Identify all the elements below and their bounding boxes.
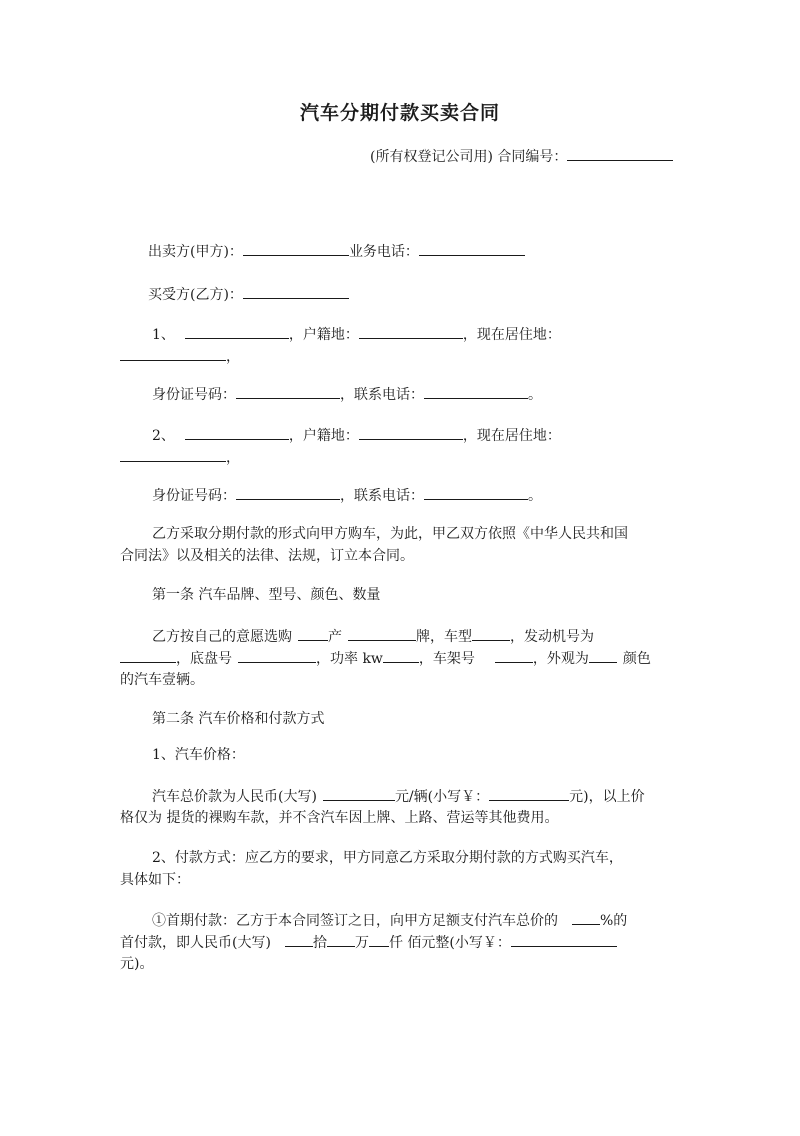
first-payment-p3: 首付款，即人民币(大写) — [120, 935, 271, 951]
party2-id-line — [152, 485, 542, 506]
party1-id-blank — [236, 384, 340, 399]
price-line-2: 格仅为 提货的裸购车款，并不含汽车因上牌、上路、营运等其他费用。 — [120, 810, 559, 826]
payment-line-1: 2、付款方式：应乙方的要求，甲方同意乙方采取分期付款的方式购买汽车， — [152, 850, 623, 866]
first-payment-p1: ①首期付款：乙方于本合同签订之日，向甲方足额支付汽车总价的 — [152, 913, 558, 929]
party1-residence-label: ，现在居住地： — [462, 327, 561, 343]
article1-p8: ，外观为 — [532, 651, 589, 667]
price-heading: 1、汽车价格： — [152, 747, 245, 763]
engine-no-blank — [120, 648, 176, 663]
first-payment-p2: %的 — [600, 913, 628, 929]
article1-p6: ，功率 kw — [316, 651, 383, 667]
party1-phone-blank — [424, 384, 528, 399]
seller-blank — [243, 241, 349, 256]
intro-line-2: 合同法》以及相关的法律、法规，订立本合同。 — [120, 548, 414, 564]
first-payment-p5: 万 — [354, 935, 369, 951]
chassis-no-blank — [238, 648, 316, 663]
party2-name-blank — [185, 425, 289, 440]
party2-residence-blank — [120, 447, 226, 462]
brand-blank — [348, 626, 416, 641]
model-blank — [472, 626, 510, 641]
party1-id-line — [152, 384, 542, 405]
party1-period: 。 — [528, 387, 542, 403]
party1-number: 1、 — [152, 327, 175, 343]
article1-title: 第一条 汽车品牌、型号、颜色、数量 — [152, 587, 381, 603]
party1-name-blank — [185, 324, 289, 339]
article1-p2: 产 — [328, 629, 342, 645]
party1-domicile-label: ，户籍地： — [288, 327, 359, 343]
first-payment-p6: 仟 佰元整(小写￥： — [388, 935, 511, 951]
party2-number: 2、 — [152, 428, 175, 444]
article1-p7: ，车架号 — [418, 651, 475, 667]
article1-line-3: 的汽车壹辆。 — [120, 672, 204, 688]
article1-p3: 牌，车型 — [416, 629, 472, 645]
price-line-1 — [152, 786, 645, 807]
frame-no-blank — [495, 648, 533, 663]
article1-p9: 颜色 — [622, 651, 651, 667]
party1-id-label: 身份证号码： — [152, 387, 236, 403]
price-p3: 元)，以上价 — [569, 789, 645, 805]
shi-blank — [285, 932, 313, 947]
power-blank — [383, 648, 419, 663]
party1-line — [152, 324, 561, 345]
party2-domicile-label: ，户籍地： — [288, 428, 359, 444]
article2-title: 第二条 汽车价格和付款方式 — [152, 711, 325, 727]
party1-residence-blank — [120, 346, 226, 361]
first-payment-line-3: 元)。 — [120, 956, 154, 972]
article1-p1: 乙方按自己的意愿选购 — [152, 629, 292, 645]
price-numeric-blank — [489, 786, 569, 801]
party2-residence-label: ，现在居住地： — [462, 428, 561, 444]
price-p2: 元/辆(小写￥： — [394, 789, 490, 805]
seller-label: 出卖方(甲方)： — [148, 244, 243, 260]
first-payment-numeric-blank — [511, 932, 617, 947]
party1-comma: ， — [226, 349, 240, 365]
party2-id-label: 身份证号码： — [152, 488, 236, 504]
party1-phone-label: ，联系电话： — [340, 387, 424, 403]
party1-residence-line — [120, 346, 240, 367]
party2-phone-label: ，联系电话： — [340, 488, 424, 504]
party2-comma: ， — [226, 450, 240, 466]
payment-line-2: 具体如下： — [120, 872, 190, 888]
color-blank — [589, 648, 617, 663]
party2-period: 。 — [528, 488, 542, 504]
intro-line-1: 乙方采取分期付款的形式向甲方购车，为此，甲乙双方依照《中华人民共和国 — [152, 526, 628, 542]
origin-blank — [298, 626, 328, 641]
article1-line-2 — [120, 648, 651, 669]
qian-blank — [369, 932, 389, 947]
buyer-blank — [243, 284, 349, 299]
document-title: 汽车分期付款买卖合同 — [299, 102, 500, 124]
party2-line — [152, 425, 561, 446]
first-payment-line-1 — [152, 910, 627, 931]
party2-domicile-blank — [359, 425, 463, 440]
party2-id-blank — [236, 485, 340, 500]
first-payment-p4: 拾 — [312, 935, 327, 951]
article1-p5: ，底盘号 — [176, 651, 232, 667]
article1-line-1 — [152, 626, 594, 647]
buyer-line — [148, 284, 349, 305]
buyer-label: 买受方(乙方)： — [148, 287, 243, 303]
price-capital-blank — [323, 786, 395, 801]
seller-line — [148, 241, 525, 262]
wan-blank — [327, 932, 355, 947]
party2-residence-line — [120, 447, 240, 468]
price-p1: 汽车总价款为人民币(大写) — [152, 789, 317, 805]
header-note: (所有权登记公司用) 合同编号： — [370, 149, 568, 165]
business-phone-blank — [419, 241, 525, 256]
party2-phone-blank — [424, 485, 528, 500]
percent-blank — [572, 910, 600, 925]
business-phone-label: 业务电话： — [348, 244, 419, 260]
first-payment-line-2 — [120, 932, 617, 953]
contract-number-blank — [567, 146, 673, 161]
article1-p4: ，发动机号为 — [510, 629, 594, 645]
party1-domicile-blank — [359, 324, 463, 339]
contract-number-line — [370, 146, 673, 167]
